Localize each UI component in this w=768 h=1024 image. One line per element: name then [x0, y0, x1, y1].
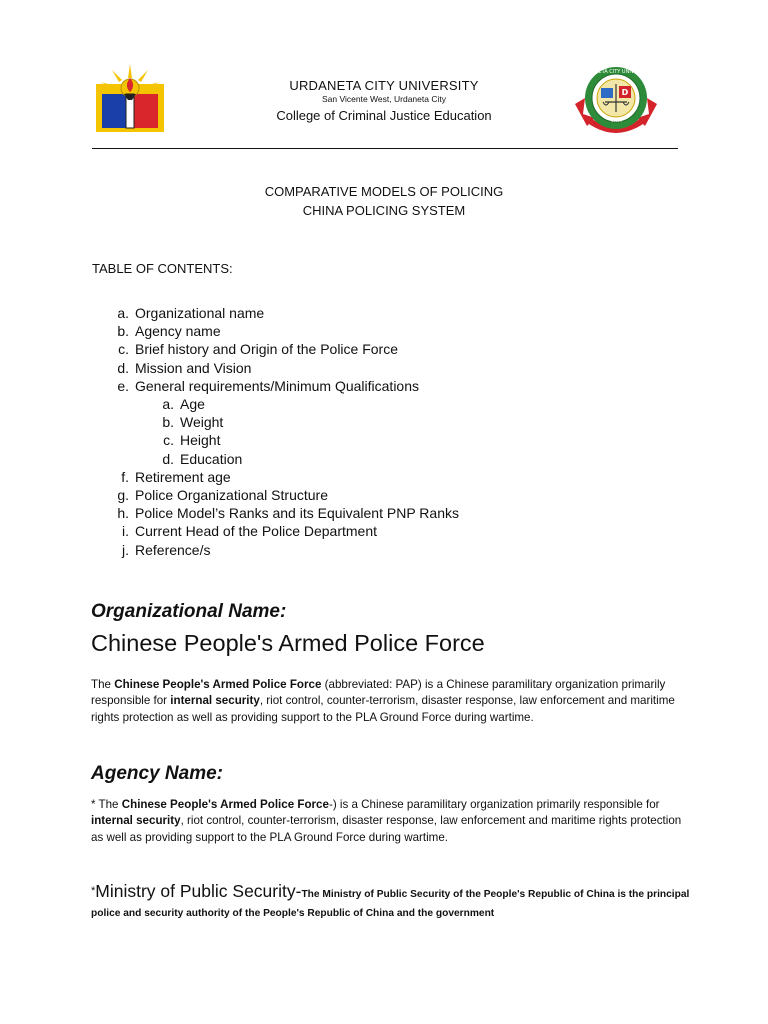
title-line-1: COMPARATIVE MODELS OF POLICING: [264, 184, 504, 199]
toc-item: g. Police Organizational Structure: [117, 487, 328, 504]
university-address: San Vicente West, Urdaneta City: [322, 94, 446, 104]
toc-item: h. Police Model’s Ranks and its Equivalent PNP Ranks: [117, 505, 459, 522]
title-line-2: CHINA POLICING SYSTEM: [302, 203, 466, 218]
ministry-paragraph: *Ministry of Public Security-The Ministry of Public Security of the People's Republic of China is the principal police and security authority of the People's Republic of China and the government: [91, 881, 690, 919]
organizational-name-heading: Organizational Name:: [91, 601, 287, 622]
table-of-contents: [92, 304, 459, 559]
toc-item: b. Agency name: [117, 323, 221, 340]
svg-text:D: D: [621, 88, 629, 97]
header-divider: [92, 148, 678, 149]
svg-text:VITA: VITA: [610, 118, 622, 124]
toc-label: TABLE OF CONTENTS:: [92, 261, 233, 276]
toc-item: c. Brief history and Origin of the Police Force: [118, 341, 399, 358]
document-title: [0, 182, 768, 220]
university-sun-torch-logo: [92, 64, 168, 134]
organization-name-title: Chinese People's Armed Police Force: [91, 630, 485, 656]
document-header: [0, 0, 768, 150]
toc-item: d. Mission and Vision: [117, 359, 252, 376]
toc-subitem: c. Height: [163, 432, 221, 449]
toc-item: e. General requirements/Minimum Qualifications: [117, 377, 419, 394]
university-name: URDANETA CITY UNIVERSITY: [289, 78, 479, 93]
toc-item: a. Organizational name: [117, 305, 265, 321]
organization-paragraph: The Chinese People's Armed Police Force (abbreviated: PAP) is a Chinese paramilitary organization primarily responsible for internal security, riot control, counter-terrorism, disaster response, law enforcement and maritime rights protection as well as providing support to the PLA Ground Force during wartime.: [91, 678, 675, 724]
toc-item: j. Reference/s: [122, 541, 211, 558]
agency-name-heading: Agency Name:: [91, 763, 223, 784]
toc-item: f. Retirement age: [121, 468, 231, 485]
agency-paragraph: * The Chinese People's Armed Police Force-) is a Chinese paramilitary organization primarily responsible for internal security, riot control, counter-terrorism, disaster response, law enforcement and maritime rights protection as well as providing support to the PLA Ground Force during wartime.: [91, 798, 682, 844]
toc-subitem: a. Age: [162, 396, 205, 413]
college-seal-logo: [573, 64, 659, 134]
toc-item: i. Current Head of the Police Department: [122, 523, 378, 540]
toc-subitem: d. Education: [162, 450, 243, 467]
college-name: College of Criminal Justice Education: [276, 108, 492, 123]
toc-subitem: b. Weight: [162, 414, 224, 431]
svg-text:URDANETA CITY UNIVERSITY: URDANETA CITY UNIVERSITY: [580, 69, 652, 75]
